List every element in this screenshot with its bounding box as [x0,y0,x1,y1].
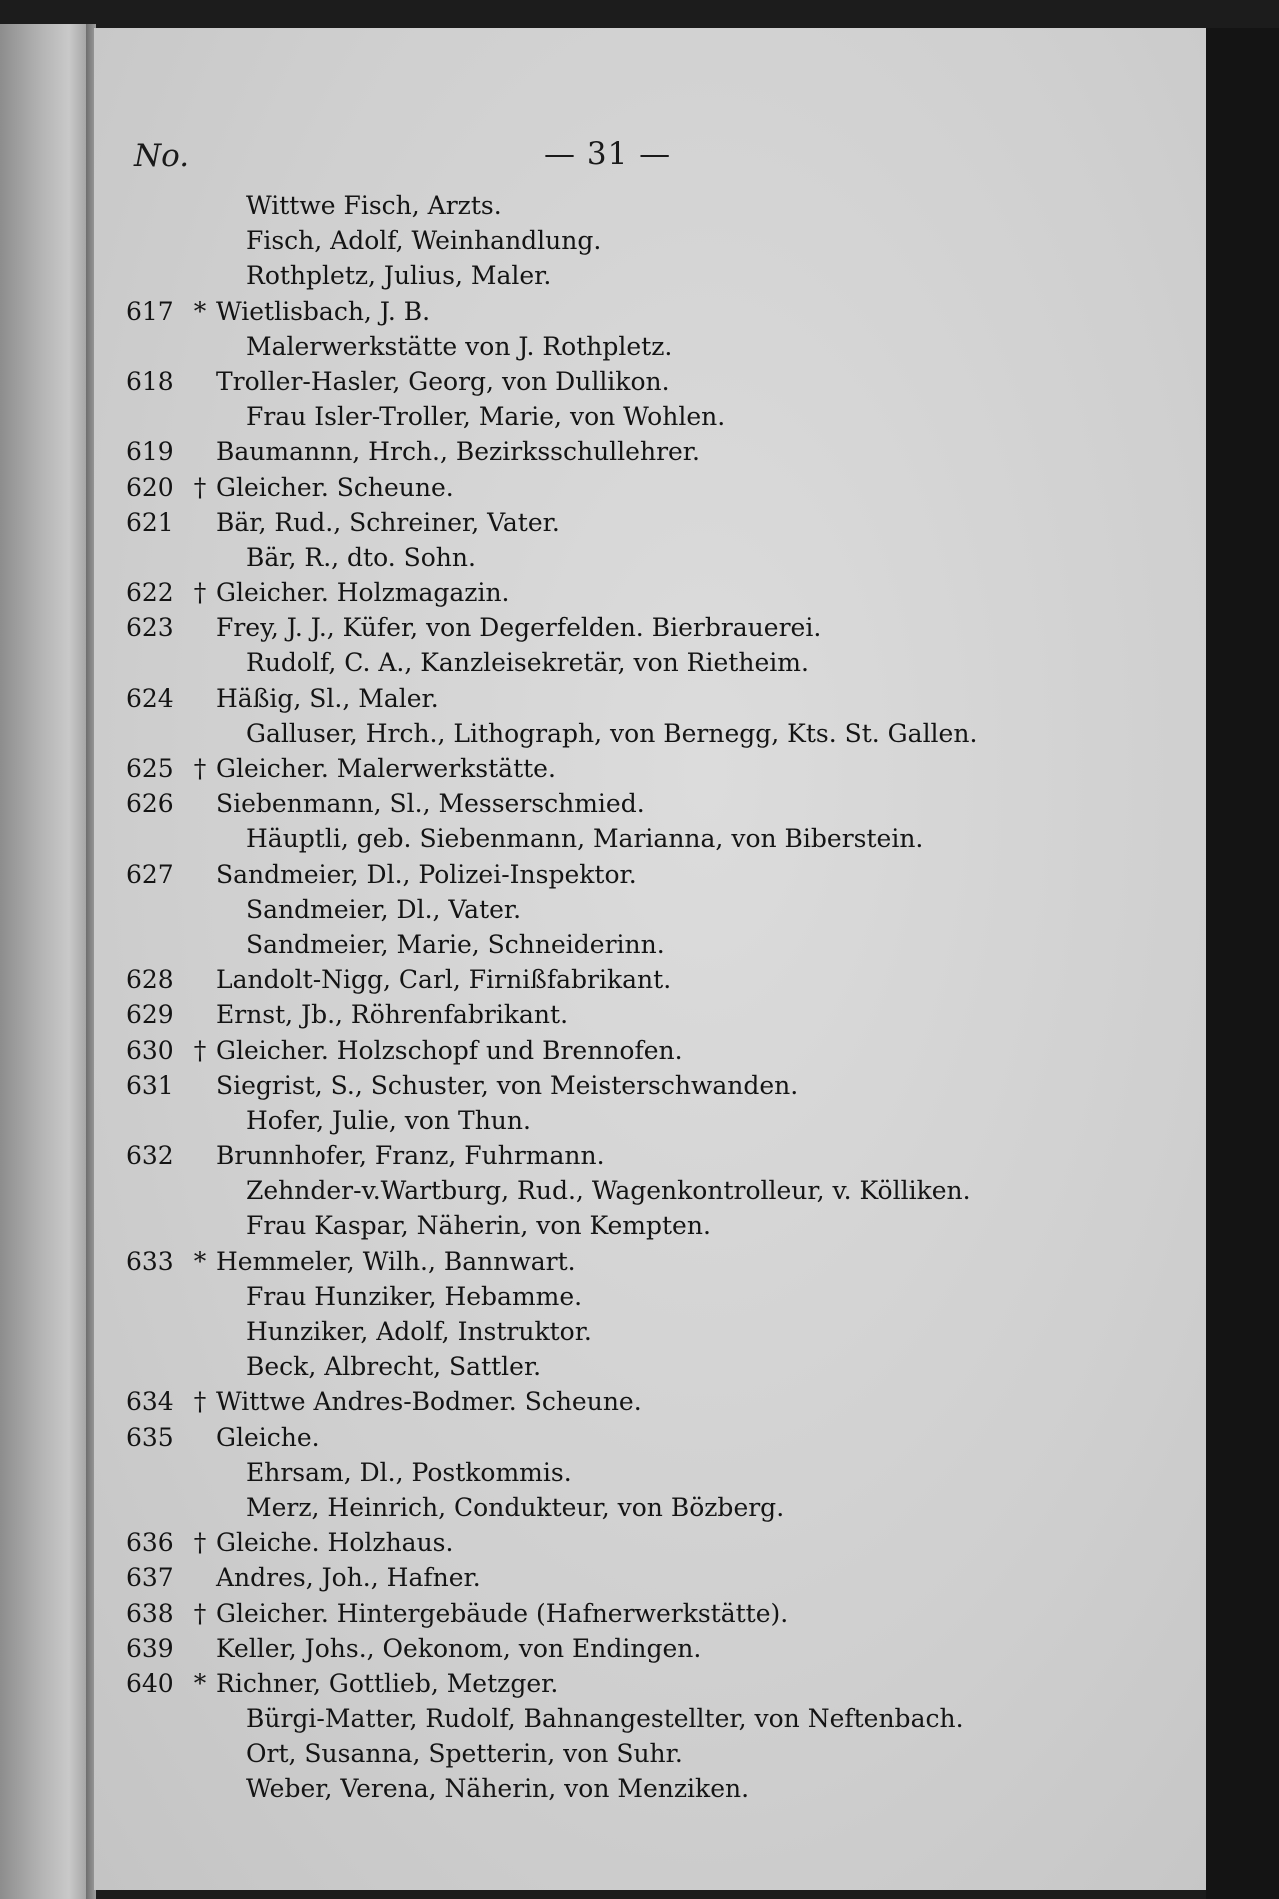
entry-number: 631 [126,1070,174,1100]
entry-text: Siegrist, S., Schuster, von Meisterschwanden. [216,1070,799,1100]
entry-text: Bär, R., dto. Sohn. [246,542,476,572]
list-item [94,1033,1206,1068]
entry-text: Malerwerkstätte von J. Rothpletz. [246,331,673,361]
entry-text: Zehnder-v.Wartburg, Rud., Wagenkontrolleur, v. Kölliken. [246,1176,971,1206]
entry-number: 636 [126,1528,174,1558]
list-item [94,681,1206,716]
list-item [94,1279,1206,1314]
entry-text: Frau Isler-Troller, Marie, von Wohlen. [246,402,726,432]
entry-text: Frau Hunziker, Hebamme. [246,1281,583,1311]
list-item [94,1138,1206,1173]
entry-text: Troller-Hasler, Georg, von Dullikon. [216,366,670,396]
list-item [94,927,1206,962]
entry-mark: † [193,754,207,783]
list-item [94,962,1206,997]
list-item [94,610,1206,645]
list-item [94,1736,1206,1771]
entry-text: Siebenmann, Sl., Messerschmied. [216,789,645,819]
list-item [94,575,1206,610]
entry-mark: † [193,1598,207,1628]
entry-number: 617 [126,296,174,326]
list-item [94,892,1206,927]
list-item [94,1771,1206,1806]
entry-mark: * [193,1668,207,1698]
list-item [94,470,1206,505]
entry-number: 619 [126,437,174,467]
entry-number: 630 [126,1035,174,1065]
list-item [94,751,1206,786]
entry-mark: † [193,1387,207,1417]
entry-text: Häßig, Sl., Maler. [216,683,439,713]
entry-text: Gleicher. Holzschopf und Brennofen. [216,1035,683,1065]
list-item [94,364,1206,399]
entry-text: Frau Kaspar, Näherin, von Kempten. [246,1211,711,1241]
entry-text: Gleicher. Hintergebäude (Hafnerwerkstätte). [216,1598,789,1628]
page-number: — 31 — [544,136,672,172]
entry-text: Baumannn, Hrch., Bezirksschullehrer. [216,437,700,467]
entry-number: 621 [126,507,174,537]
list-item [94,399,1206,434]
column-label-no: No. [134,138,190,174]
entry-text: Hofer, Julie, von Thun. [246,1105,531,1135]
entry-text: Sandmeier, Marie, Schneiderinn. [246,929,665,959]
list-item [94,786,1206,821]
entry-number: 629 [126,1000,174,1030]
entry-mark: † [193,1528,207,1558]
entry-number: 635 [126,1422,174,1452]
list-item [94,1244,1206,1279]
list-item [94,857,1206,892]
list-item [94,1666,1206,1701]
entry-number: 626 [126,789,174,819]
entry-text: Andres, Joh., Hafner. [216,1563,481,1593]
list-item [94,1349,1206,1384]
entry-text: Frey, J. J., Küfer, von Degerfelden. Bierbrauerei. [216,613,822,643]
entry-text: Sandmeier, Dl., Polizei-Inspektor. [216,859,637,889]
entry-number: 637 [126,1563,174,1593]
list-item [94,1103,1206,1138]
list-item [94,540,1206,575]
entry-number: 640 [126,1668,174,1698]
entry-text: Bürgi-Matter, Rudolf, Bahnangestellter, von Neftenbach. [246,1704,964,1734]
entry-number: 618 [126,366,174,396]
list-item [94,1208,1206,1243]
entry-number: 624 [126,683,174,713]
directory-entries [94,188,1206,1807]
entry-mark: † [193,578,207,608]
entry-text: Wittwe Andres-Bodmer. Scheune. [216,1387,642,1417]
entry-number: 632 [126,1141,174,1171]
list-item [94,223,1206,258]
previous-page-edge [0,24,92,1899]
entry-text: Hunziker, Adolf, Instruktor. [246,1317,592,1346]
entry-text: Weber, Verena, Näherin, von Menziken. [246,1774,750,1804]
book-page [94,28,1206,1890]
list-item [94,1420,1206,1455]
list-item [94,821,1206,856]
entry-number: 622 [126,578,174,608]
entry-text: Landolt-Nigg, Carl, Firnißfabrikant. [216,965,672,995]
list-item [94,1384,1206,1419]
entry-text: Keller, Johs., Oekonom, von Endingen. [216,1633,702,1663]
list-item [94,329,1206,364]
list-item [94,1596,1206,1631]
list-item [94,716,1206,751]
entry-text: Gleicher. Malerwerkstätte. [216,754,556,783]
entry-number: 627 [126,859,174,889]
entry-text: Gleicher. Scheune. [216,472,454,502]
list-item [94,505,1206,540]
page-header [94,136,1206,186]
entry-mark: * [193,296,207,326]
list-item [94,645,1206,680]
entry-number: 623 [126,613,174,643]
entry-text: Brunnhofer, Franz, Fuhrmann. [216,1141,605,1171]
list-item [94,258,1206,293]
entry-text: Galluser, Hrch., Lithograph, von Bernegg, Kts. St. Gallen. [246,718,978,748]
list-item [94,1490,1206,1525]
list-item [94,1173,1206,1208]
list-item [94,1455,1206,1490]
entry-text: Rothpletz, Julius, Maler. [246,261,552,291]
list-item [94,1560,1206,1595]
entry-number: 638 [126,1598,174,1628]
list-item [94,1701,1206,1736]
entry-number: 628 [126,965,174,995]
entry-text: Ort, Susanna, Spetterin, von Suhr. [246,1739,683,1769]
entry-text: Häuptli, geb. Siebenmann, Marianna, von Biberstein. [246,824,924,854]
entry-text: Richner, Gottlieb, Metzger. [216,1668,559,1698]
entry-mark: * [193,1246,207,1276]
entry-text: Beck, Albrecht, Sattler. [246,1352,542,1382]
entry-text: Merz, Heinrich, Condukteur, von Bözberg. [246,1492,785,1522]
entry-text: Gleiche. Holzhaus. [216,1528,454,1558]
entry-mark: † [193,1035,207,1065]
list-item [94,997,1206,1032]
list-item [94,1525,1206,1560]
list-item [94,1068,1206,1103]
entry-text: Hemmeler, Wilh., Bannwart. [216,1246,576,1276]
entry-text: Gleiche. [216,1422,320,1452]
entry-mark: † [193,472,207,502]
entry-text: Fisch, Adolf, Weinhandlung. [246,226,602,256]
entry-number: 625 [126,754,174,783]
list-item [94,294,1206,329]
entry-number: 633 [126,1246,174,1276]
list-item [94,434,1206,469]
entry-text: Sandmeier, Dl., Vater. [246,894,522,924]
entry-text: Ehrsam, Dl., Postkommis. [246,1457,572,1487]
list-item [94,1314,1206,1349]
entry-text: Gleicher. Holzmagazin. [216,578,510,608]
entry-number: 620 [126,472,174,502]
list-item [94,1631,1206,1666]
entry-number: 634 [126,1387,174,1417]
entry-text: Wittwe Fisch, Arzts. [246,191,502,220]
entry-number: 639 [126,1633,174,1663]
scan-border [1206,28,1279,1899]
entry-text: Ernst, Jb., Röhrenfabrikant. [216,1000,569,1030]
entry-text: Bär, Rud., Schreiner, Vater. [216,507,560,537]
entry-text: Rudolf, C. A., Kanzleisekretär, von Rietheim. [246,648,809,678]
list-item [94,188,1206,223]
entry-text: Wietlisbach, J. B. [216,296,431,326]
